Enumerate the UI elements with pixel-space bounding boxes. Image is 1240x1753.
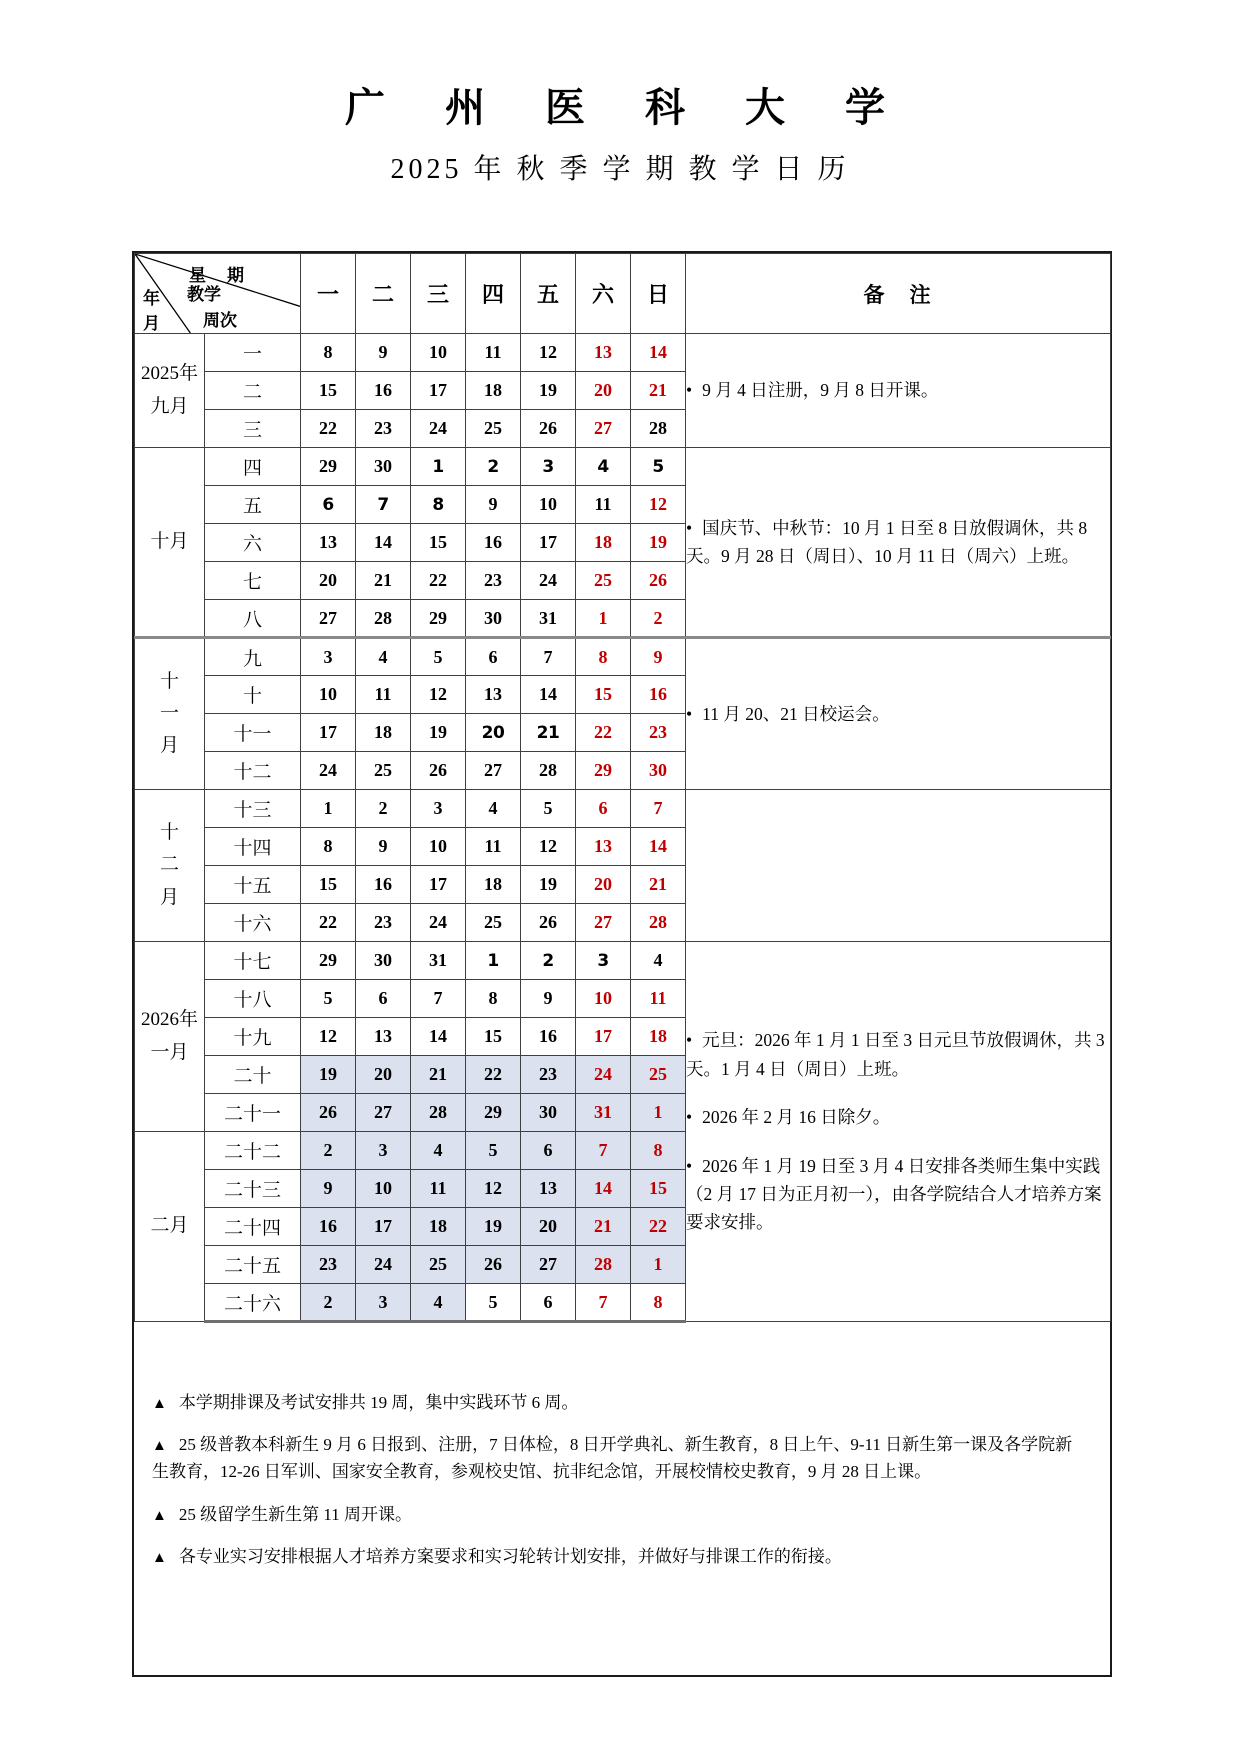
date-cell: 30 bbox=[356, 942, 411, 980]
week-row bbox=[135, 334, 1111, 372]
week-label: 十九 bbox=[205, 1018, 301, 1056]
date-cell: 28 bbox=[631, 904, 686, 942]
date-cell: 15 bbox=[301, 372, 356, 410]
date-cell: 16 bbox=[631, 676, 686, 714]
date-cell: 19 bbox=[411, 714, 466, 752]
date-cell: 22 bbox=[576, 714, 631, 752]
week-label: 十五 bbox=[205, 866, 301, 904]
week-label: 二十 bbox=[205, 1056, 301, 1094]
date-cell: 27 bbox=[576, 904, 631, 942]
date-cell: 23 bbox=[301, 1246, 356, 1284]
date-cell: 28 bbox=[631, 410, 686, 448]
date-cell: 17 bbox=[521, 524, 576, 562]
date-cell: 27 bbox=[301, 600, 356, 638]
date-cell: 13 bbox=[576, 334, 631, 372]
date-cell: 28 bbox=[411, 1094, 466, 1132]
week-label: 十二 bbox=[205, 752, 301, 790]
date-cell: 8 bbox=[466, 980, 521, 1018]
date-cell: 5 bbox=[521, 790, 576, 828]
remark-item: • 9 月 4 日注册，9 月 8 日开课。 bbox=[686, 380, 939, 401]
month-label: 2026年 一月 bbox=[135, 942, 205, 1132]
date-cell: 29 bbox=[466, 1094, 521, 1132]
date-cell: 14 bbox=[411, 1018, 466, 1056]
date-cell: 4 bbox=[576, 448, 631, 486]
remark-item: • 2026 年 1 月 19 日至 3 月 4 日安排各类师生集中实践（2 月 17 日为正月初一），由各学院结合人才培养方案要求安排。 bbox=[686, 1155, 1102, 1233]
date-cell: 21 bbox=[356, 562, 411, 600]
date-cell: 21 bbox=[631, 372, 686, 410]
date-cell: 1 bbox=[576, 600, 631, 638]
remark-item: • 2026 年 2 月 16 日除夕。 bbox=[686, 1107, 891, 1128]
date-cell: 31 bbox=[576, 1094, 631, 1132]
week-label: 十四 bbox=[205, 828, 301, 866]
date-cell: 14 bbox=[576, 1170, 631, 1208]
bullet-icon: • bbox=[686, 1107, 693, 1128]
date-cell: 13 bbox=[576, 828, 631, 866]
date-cell: 1 bbox=[631, 1094, 686, 1132]
date-cell: 9 bbox=[521, 980, 576, 1018]
bullet-icon: • bbox=[686, 703, 693, 724]
date-cell: 5 bbox=[631, 448, 686, 486]
date-cell: 24 bbox=[356, 1246, 411, 1284]
date-cell: 12 bbox=[466, 1170, 521, 1208]
date-cell: 2 bbox=[301, 1284, 356, 1322]
week-label: 十八 bbox=[205, 980, 301, 1018]
date-cell: 23 bbox=[466, 562, 521, 600]
date-cell: 16 bbox=[301, 1208, 356, 1246]
date-cell: 7 bbox=[521, 638, 576, 676]
triangle-icon: ▲ bbox=[152, 1438, 167, 1455]
month-label: 十 一 月 bbox=[135, 638, 205, 790]
date-cell: 3 bbox=[356, 1284, 411, 1322]
date-cell: 21 bbox=[411, 1056, 466, 1094]
week-label: 二十一 bbox=[205, 1094, 301, 1132]
date-cell: 5 bbox=[411, 638, 466, 676]
date-cell: 1 bbox=[631, 1246, 686, 1284]
date-cell: 12 bbox=[301, 1018, 356, 1056]
date-cell: 2 bbox=[356, 790, 411, 828]
date-cell: 7 bbox=[411, 980, 466, 1018]
date-cell: 30 bbox=[631, 752, 686, 790]
date-cell: 8 bbox=[631, 1284, 686, 1322]
week-label: 十三 bbox=[205, 790, 301, 828]
date-cell: 13 bbox=[521, 1170, 576, 1208]
date-cell: 13 bbox=[356, 1018, 411, 1056]
date-cell: 25 bbox=[631, 1056, 686, 1094]
date-cell: 30 bbox=[466, 600, 521, 638]
week-label: 二十三 bbox=[205, 1170, 301, 1208]
week-row bbox=[135, 790, 1111, 828]
day-header-fri: 五 bbox=[521, 254, 576, 334]
date-cell: 2 bbox=[631, 600, 686, 638]
remarks-cell bbox=[686, 942, 1111, 1322]
date-cell: 12 bbox=[631, 486, 686, 524]
corner-label-month: 月 bbox=[143, 314, 160, 333]
date-cell: 2 bbox=[521, 942, 576, 980]
week-label: 一 bbox=[205, 334, 301, 372]
date-cell: 9 bbox=[356, 828, 411, 866]
date-cell: 5 bbox=[301, 980, 356, 1018]
week-label: 四 bbox=[205, 448, 301, 486]
date-cell: 30 bbox=[521, 1094, 576, 1132]
date-cell: 7 bbox=[576, 1132, 631, 1170]
date-cell: 31 bbox=[411, 942, 466, 980]
date-cell: 11 bbox=[631, 980, 686, 1018]
date-cell: 24 bbox=[576, 1056, 631, 1094]
date-cell: 21 bbox=[521, 714, 576, 752]
date-cell: 8 bbox=[411, 486, 466, 524]
page-subtitle: 2025 年 秋 季 学 期 教 学 日 历 bbox=[390, 154, 850, 185]
date-cell: 14 bbox=[631, 828, 686, 866]
date-cell: 26 bbox=[631, 562, 686, 600]
date-cell: 28 bbox=[356, 600, 411, 638]
week-label: 二 bbox=[205, 372, 301, 410]
date-cell: 29 bbox=[411, 600, 466, 638]
week-label: 七 bbox=[205, 562, 301, 600]
date-cell: 22 bbox=[411, 562, 466, 600]
date-cell: 9 bbox=[631, 638, 686, 676]
date-cell: 15 bbox=[466, 1018, 521, 1056]
date-cell: 3 bbox=[521, 448, 576, 486]
date-cell: 6 bbox=[356, 980, 411, 1018]
date-cell: 1 bbox=[466, 942, 521, 980]
date-cell: 25 bbox=[466, 904, 521, 942]
date-cell: 27 bbox=[521, 1246, 576, 1284]
date-cell: 23 bbox=[521, 1056, 576, 1094]
month-label: 十 二 月 bbox=[135, 790, 205, 942]
date-cell: 18 bbox=[466, 372, 521, 410]
date-cell: 10 bbox=[411, 828, 466, 866]
date-cell: 27 bbox=[356, 1094, 411, 1132]
date-cell: 16 bbox=[466, 524, 521, 562]
date-cell: 25 bbox=[576, 562, 631, 600]
date-cell: 19 bbox=[301, 1056, 356, 1094]
calendar-body bbox=[135, 334, 1111, 1322]
header-row bbox=[135, 254, 1111, 334]
date-cell: 9 bbox=[356, 334, 411, 372]
date-cell: 2 bbox=[466, 448, 521, 486]
week-label: 二十四 bbox=[205, 1208, 301, 1246]
date-cell: 19 bbox=[521, 866, 576, 904]
date-cell: 20 bbox=[356, 1056, 411, 1094]
date-cell: 22 bbox=[466, 1056, 521, 1094]
date-cell: 11 bbox=[466, 334, 521, 372]
day-header-mon: 一 bbox=[301, 254, 356, 334]
date-cell: 14 bbox=[631, 334, 686, 372]
date-cell: 19 bbox=[631, 524, 686, 562]
date-cell: 17 bbox=[411, 866, 466, 904]
date-cell: 25 bbox=[411, 1246, 466, 1284]
week-label: 二十五 bbox=[205, 1246, 301, 1284]
date-cell: 11 bbox=[356, 676, 411, 714]
date-cell: 12 bbox=[521, 334, 576, 372]
week-label: 十七 bbox=[205, 942, 301, 980]
date-cell: 1 bbox=[411, 448, 466, 486]
date-cell: 11 bbox=[576, 486, 631, 524]
date-cell: 10 bbox=[521, 486, 576, 524]
date-cell: 25 bbox=[466, 410, 521, 448]
remarks-cell bbox=[686, 334, 1111, 448]
date-cell: 15 bbox=[301, 866, 356, 904]
date-cell: 4 bbox=[356, 638, 411, 676]
date-cell: 8 bbox=[576, 638, 631, 676]
remark-item: • 11 月 20、21 日校运会。 bbox=[686, 703, 890, 724]
date-cell: 13 bbox=[301, 524, 356, 562]
week-label: 三 bbox=[205, 410, 301, 448]
date-cell: 20 bbox=[521, 1208, 576, 1246]
date-cell: 5 bbox=[466, 1132, 521, 1170]
date-cell: 6 bbox=[576, 790, 631, 828]
date-cell: 11 bbox=[411, 1170, 466, 1208]
day-header-tue: 二 bbox=[356, 254, 411, 334]
date-cell: 18 bbox=[356, 714, 411, 752]
date-cell: 3 bbox=[356, 1132, 411, 1170]
date-cell: 8 bbox=[631, 1132, 686, 1170]
date-cell: 24 bbox=[411, 904, 466, 942]
date-cell: 6 bbox=[521, 1132, 576, 1170]
date-cell: 1 bbox=[301, 790, 356, 828]
week-label: 二十二 bbox=[205, 1132, 301, 1170]
date-cell: 16 bbox=[521, 1018, 576, 1056]
week-label: 十六 bbox=[205, 904, 301, 942]
date-cell: 11 bbox=[466, 828, 521, 866]
date-cell: 10 bbox=[356, 1170, 411, 1208]
footnote-item: ▲ 各专业实习安排根据人才培养方案要求和实习轮转计划安排，并做好与排课工作的衔接。 bbox=[152, 1546, 842, 1566]
date-cell: 24 bbox=[301, 752, 356, 790]
date-cell: 8 bbox=[301, 828, 356, 866]
date-cell: 23 bbox=[356, 904, 411, 942]
date-cell: 12 bbox=[521, 828, 576, 866]
date-cell: 21 bbox=[631, 866, 686, 904]
date-cell: 18 bbox=[411, 1208, 466, 1246]
date-cell: 3 bbox=[411, 790, 466, 828]
date-cell: 24 bbox=[521, 562, 576, 600]
date-cell: 9 bbox=[466, 486, 521, 524]
date-cell: 13 bbox=[466, 676, 521, 714]
date-cell: 26 bbox=[521, 904, 576, 942]
date-cell: 26 bbox=[411, 752, 466, 790]
date-cell: 29 bbox=[301, 448, 356, 486]
triangle-icon: ▲ bbox=[152, 1549, 167, 1566]
week-label: 八 bbox=[205, 600, 301, 638]
date-cell: 15 bbox=[576, 676, 631, 714]
week-label: 二十六 bbox=[205, 1284, 301, 1322]
date-cell: 22 bbox=[631, 1208, 686, 1246]
date-cell: 8 bbox=[301, 334, 356, 372]
date-cell: 17 bbox=[576, 1018, 631, 1056]
day-header-thu: 四 bbox=[466, 254, 521, 334]
date-cell: 4 bbox=[631, 942, 686, 980]
date-cell: 10 bbox=[301, 676, 356, 714]
week-row bbox=[135, 638, 1111, 676]
date-cell: 21 bbox=[576, 1208, 631, 1246]
date-cell: 15 bbox=[411, 524, 466, 562]
date-cell: 20 bbox=[466, 714, 521, 752]
date-cell: 26 bbox=[466, 1246, 521, 1284]
date-cell: 4 bbox=[411, 1132, 466, 1170]
footnote-item: ▲ 本学期排课及考试安排共 19 周，集中实践环节 6 周。 bbox=[152, 1393, 579, 1412]
month-label: 十月 bbox=[135, 448, 205, 638]
date-cell: 6 bbox=[301, 486, 356, 524]
date-cell: 24 bbox=[411, 410, 466, 448]
date-cell: 22 bbox=[301, 904, 356, 942]
week-label: 九 bbox=[205, 638, 301, 676]
week-label: 五 bbox=[205, 486, 301, 524]
month-label: 2025年 九月 bbox=[135, 334, 205, 448]
date-cell: 19 bbox=[521, 372, 576, 410]
remarks-cell bbox=[686, 638, 1111, 790]
triangle-icon: ▲ bbox=[152, 1396, 167, 1412]
date-cell: 25 bbox=[356, 752, 411, 790]
footnote-item: ▲ 25 级留学生新生第 11 周开课。 bbox=[152, 1504, 412, 1524]
day-header-sun: 日 bbox=[631, 254, 686, 334]
remarks-cell bbox=[686, 790, 1111, 942]
corner-label-year: 年 bbox=[143, 289, 160, 308]
month-label: 二月 bbox=[135, 1132, 205, 1322]
date-cell: 16 bbox=[356, 866, 411, 904]
date-cell: 28 bbox=[576, 1246, 631, 1284]
date-cell: 27 bbox=[466, 752, 521, 790]
date-cell: 7 bbox=[631, 790, 686, 828]
date-cell: 16 bbox=[356, 372, 411, 410]
date-cell: 3 bbox=[576, 942, 631, 980]
remark-item: • 国庆节、中秋节：10 月 1 日至 8 日放假调休，共 8 天。9 月 28 日（周日）、10 月 11 日（周六）上班。 bbox=[686, 517, 1088, 566]
date-cell: 31 bbox=[521, 600, 576, 638]
date-cell: 18 bbox=[631, 1018, 686, 1056]
date-cell: 22 bbox=[301, 410, 356, 448]
date-cell: 10 bbox=[576, 980, 631, 1018]
date-cell: 18 bbox=[466, 866, 521, 904]
triangle-icon: ▲ bbox=[152, 1507, 167, 1524]
bullet-icon: • bbox=[686, 517, 693, 538]
bullet-icon: • bbox=[686, 1030, 693, 1051]
date-cell: 23 bbox=[356, 410, 411, 448]
bullet-icon: • bbox=[686, 380, 693, 401]
footnote-item: ▲ 25 级普教本科新生 9 月 6 日报到、注册，7 日体检，8 日开学典礼、新生教育，8 日上午、9-11 日新生第一课及各学院新生教育，12-26 日军训、国家安全教育，参观校史馆、抗非纪念馆，开展校情校史教育，9 月 28 日上课。 bbox=[152, 1435, 1073, 1482]
date-cell: 6 bbox=[466, 638, 521, 676]
corner-label-teaching: 教学 bbox=[187, 285, 221, 304]
date-cell: 27 bbox=[576, 410, 631, 448]
remark-item: • 元旦：2026 年 1 月 1 日至 3 日元旦节放假调休，共 3 天。1 月 4 日（周日）上班。 bbox=[686, 1030, 1105, 1079]
date-cell: 7 bbox=[356, 486, 411, 524]
date-cell: 28 bbox=[521, 752, 576, 790]
week-label: 六 bbox=[205, 524, 301, 562]
remarks-cell bbox=[686, 448, 1111, 638]
footnotes bbox=[134, 1323, 1110, 1675]
date-cell: 4 bbox=[411, 1284, 466, 1322]
date-cell: 10 bbox=[411, 334, 466, 372]
date-cell: 17 bbox=[356, 1208, 411, 1246]
corner-label-week-no: 周次 bbox=[203, 311, 237, 330]
corner-cell bbox=[135, 254, 301, 334]
date-cell: 15 bbox=[631, 1170, 686, 1208]
date-cell: 17 bbox=[301, 714, 356, 752]
remarks-header: 备 注 bbox=[686, 254, 1111, 334]
date-cell: 17 bbox=[411, 372, 466, 410]
date-cell: 5 bbox=[466, 1284, 521, 1322]
date-cell: 2 bbox=[301, 1132, 356, 1170]
date-cell: 7 bbox=[576, 1284, 631, 1322]
date-cell: 3 bbox=[301, 638, 356, 676]
page-title: 广 州 医 科 大 学 bbox=[345, 84, 895, 131]
date-cell: 20 bbox=[301, 562, 356, 600]
week-row bbox=[135, 448, 1111, 486]
date-cell: 29 bbox=[576, 752, 631, 790]
week-label: 十一 bbox=[205, 714, 301, 752]
date-cell: 18 bbox=[576, 524, 631, 562]
date-cell: 20 bbox=[576, 866, 631, 904]
calendar-table bbox=[134, 253, 1111, 1323]
date-cell: 4 bbox=[466, 790, 521, 828]
corner-label-weekday: 星 期 bbox=[189, 266, 246, 285]
bullet-icon: • bbox=[686, 1155, 693, 1176]
week-label: 十 bbox=[205, 676, 301, 714]
day-header-sat: 六 bbox=[576, 254, 631, 334]
date-cell: 26 bbox=[301, 1094, 356, 1132]
date-cell: 19 bbox=[466, 1208, 521, 1246]
date-cell: 14 bbox=[356, 524, 411, 562]
date-cell: 29 bbox=[301, 942, 356, 980]
calendar-box bbox=[132, 251, 1112, 1677]
date-cell: 26 bbox=[521, 410, 576, 448]
date-cell: 6 bbox=[521, 1284, 576, 1322]
date-cell: 23 bbox=[631, 714, 686, 752]
date-cell: 30 bbox=[356, 448, 411, 486]
day-header-wed: 三 bbox=[411, 254, 466, 334]
date-cell: 20 bbox=[576, 372, 631, 410]
date-cell: 12 bbox=[411, 676, 466, 714]
week-row bbox=[135, 942, 1111, 980]
date-cell: 14 bbox=[521, 676, 576, 714]
date-cell: 9 bbox=[301, 1170, 356, 1208]
